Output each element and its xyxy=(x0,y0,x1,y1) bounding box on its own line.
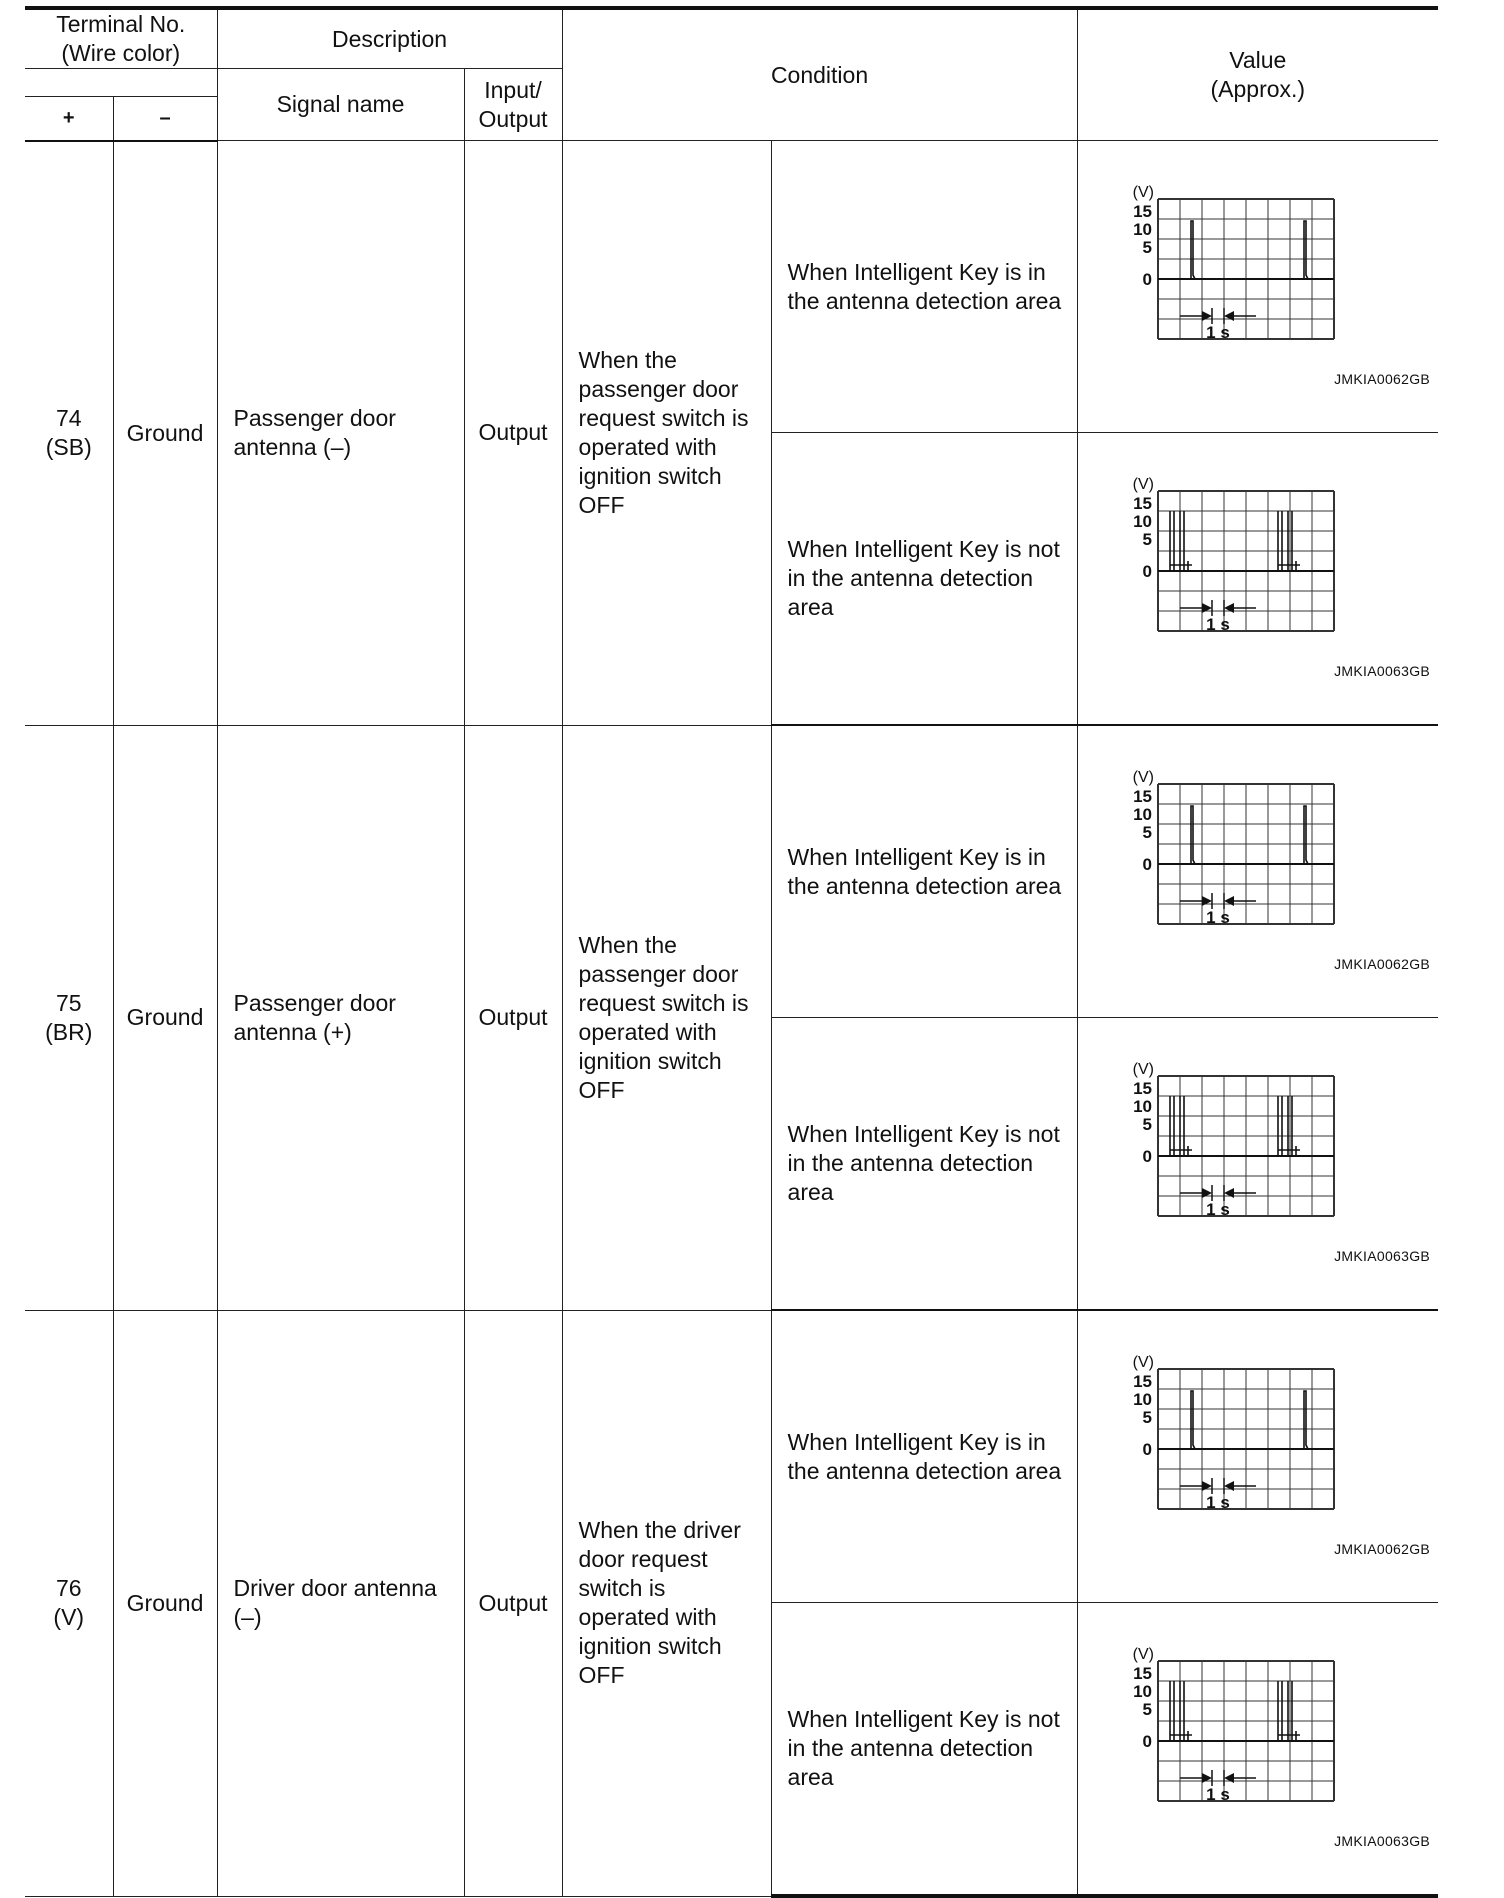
io-cell: Output xyxy=(464,141,562,726)
sub-condition-cell: When Intelligent Key is in the antenna detection area xyxy=(771,141,1077,433)
signal-name-cell: Passenger door antenna (–) xyxy=(217,141,464,726)
y-tick-label: 15 xyxy=(1132,1372,1152,1391)
y-tick-label: 10 xyxy=(1132,805,1152,824)
waveform-chart xyxy=(1118,475,1378,665)
time-scale-label: 1 s xyxy=(1205,1200,1230,1219)
io-cell: Output xyxy=(464,725,562,1310)
time-scale-marker xyxy=(1180,1185,1256,1201)
terminal-spec-table xyxy=(25,6,1438,1898)
io-label-line2: Output xyxy=(478,105,548,132)
time-scale-label: 1 s xyxy=(1205,1493,1230,1512)
y-tick-label: 15 xyxy=(1132,494,1152,513)
value-cell xyxy=(1077,1603,1438,1897)
y-unit-label: (V) xyxy=(1132,476,1154,493)
time-scale-marker xyxy=(1180,308,1256,324)
sub-condition-cell: When Intelligent Key is not in the antenna detection area xyxy=(771,433,1077,726)
y-tick-label: 5 xyxy=(1142,823,1152,842)
terminal-no-label: Terminal No. xyxy=(56,11,186,37)
waveform-chart xyxy=(1118,183,1378,373)
y-tick-label: 0 xyxy=(1142,270,1152,289)
y-unit-label: (V) xyxy=(1132,769,1154,786)
wire-color: (SB) xyxy=(45,434,92,460)
terminal-number: 76 xyxy=(55,1575,82,1601)
figure-code: JMKIA0063GB xyxy=(1334,663,1431,679)
terminal-cell xyxy=(25,725,113,1310)
signal-burst xyxy=(1278,511,1300,571)
value-cell xyxy=(1077,1018,1438,1311)
waveform-figure xyxy=(1078,1603,1439,1894)
condition-cell: When the passenger door request switch is operated with ignition switch OFF xyxy=(562,725,771,1310)
signal-burst xyxy=(1278,1681,1300,1741)
waveform-figure xyxy=(1078,433,1439,724)
sub-condition-cell: When Intelligent Key is in the antenna detection area xyxy=(771,725,1077,1018)
sub-condition-cell: When Intelligent Key is in the antenna detection area xyxy=(771,1310,1077,1603)
sub-condition-cell: When Intelligent Key is not in the antenna detection area xyxy=(771,1603,1077,1897)
y-tick-label: 10 xyxy=(1132,1390,1152,1409)
y-tick-label: 15 xyxy=(1132,1079,1152,1098)
y-unit-label: (V) xyxy=(1132,184,1154,201)
value-cell xyxy=(1077,1310,1438,1603)
y-tick-label: 0 xyxy=(1142,1732,1152,1751)
time-scale-marker xyxy=(1180,600,1256,616)
figure-code: JMKIA0062GB xyxy=(1334,956,1431,972)
signal-pulse xyxy=(1304,806,1308,864)
y-tick-label: 5 xyxy=(1142,1408,1152,1427)
waveform-figure xyxy=(1078,1018,1439,1309)
minus-terminal-cell: Ground xyxy=(113,141,217,726)
signal-burst xyxy=(1170,1681,1192,1741)
signal-pulse xyxy=(1304,1391,1308,1449)
y-tick-label: 15 xyxy=(1132,202,1152,221)
signal-pulse xyxy=(1304,221,1308,279)
io-cell: Output xyxy=(464,1310,562,1896)
time-scale-label: 1 s xyxy=(1205,615,1230,634)
signal-burst xyxy=(1170,1096,1192,1156)
io-label-line1: Input/ xyxy=(484,76,542,103)
terminal-number: 75 xyxy=(55,989,82,1016)
time-scale-label: 1 s xyxy=(1205,908,1230,927)
figure-code: JMKIA0063GB xyxy=(1334,1833,1431,1849)
description-header: Description xyxy=(217,8,562,69)
time-scale-label: 1 s xyxy=(1205,1785,1230,1804)
approx-label: (Approx.) xyxy=(1210,76,1306,102)
condition-cell: When the driver door request switch is operated with ignition switch OFF xyxy=(562,1310,771,1896)
value-header xyxy=(1077,8,1438,141)
signal-name-cell: Passenger door antenna (+) xyxy=(217,725,464,1310)
y-tick-label: 0 xyxy=(1142,855,1152,874)
y-tick-label: 10 xyxy=(1132,220,1152,239)
y-unit-label: (V) xyxy=(1132,1061,1154,1078)
waveform-figure xyxy=(1078,726,1439,1017)
signal-burst xyxy=(1278,1096,1300,1156)
y-tick-label: 10 xyxy=(1132,1682,1152,1701)
y-tick-label: 15 xyxy=(1132,1664,1152,1683)
terminal-header-spacer xyxy=(25,69,217,97)
wire-color-label: (Wire color) xyxy=(61,40,181,66)
condition-cell: When the passenger door request switch is operated with ignition switch OFF xyxy=(562,141,771,726)
y-unit-label: (V) xyxy=(1132,1646,1154,1663)
time-scale-marker xyxy=(1180,1770,1256,1786)
y-tick-label: 5 xyxy=(1142,1115,1152,1134)
figure-code: JMKIA0063GB xyxy=(1334,1248,1431,1264)
value-label: Value xyxy=(1229,47,1287,73)
signal-burst xyxy=(1170,511,1192,571)
terminal-cell xyxy=(25,141,113,726)
terminal-no-header xyxy=(25,8,217,69)
y-tick-label: 0 xyxy=(1142,1440,1152,1459)
table-row xyxy=(25,1310,1438,1603)
sub-condition-cell: When Intelligent Key is not in the antenna detection area xyxy=(771,1018,1077,1311)
table-row xyxy=(25,725,1438,1018)
y-tick-label: 5 xyxy=(1142,1700,1152,1719)
y-tick-label: 0 xyxy=(1142,1147,1152,1166)
y-tick-label: 15 xyxy=(1132,787,1152,806)
waveform-chart xyxy=(1118,1645,1378,1835)
y-tick-label: 5 xyxy=(1142,530,1152,549)
value-cell xyxy=(1077,433,1438,726)
signal-name-cell: Driver door antenna (–) xyxy=(217,1310,464,1896)
condition-header: Condition xyxy=(562,8,1077,141)
terminal-cell xyxy=(25,1310,113,1896)
table-row xyxy=(25,141,1438,433)
y-tick-label: 0 xyxy=(1142,562,1152,581)
waveform-figure xyxy=(1078,1311,1439,1602)
waveform-chart xyxy=(1118,768,1378,958)
wire-color: (V) xyxy=(53,1604,85,1630)
io-header xyxy=(464,69,562,141)
plus-header: + xyxy=(25,97,113,141)
time-scale-marker xyxy=(1180,893,1256,909)
signal-pulse xyxy=(1191,1391,1195,1449)
time-scale-marker xyxy=(1180,1478,1256,1494)
figure-code: JMKIA0062GB xyxy=(1334,1541,1431,1557)
terminal-number: 74 xyxy=(55,405,82,431)
signal-pulse xyxy=(1191,221,1195,279)
y-unit-label: (V) xyxy=(1132,1354,1154,1371)
signal-pulse xyxy=(1191,806,1195,864)
wire-color: (BR) xyxy=(45,1018,93,1045)
signal-name-header: Signal name xyxy=(217,69,464,141)
value-cell xyxy=(1077,725,1438,1018)
figure-code: JMKIA0062GB xyxy=(1334,371,1431,387)
waveform-chart xyxy=(1118,1060,1378,1250)
minus-terminal-cell: Ground xyxy=(113,725,217,1310)
value-cell xyxy=(1077,141,1438,433)
waveform-chart xyxy=(1118,1353,1378,1543)
y-tick-label: 10 xyxy=(1132,512,1152,531)
time-scale-label: 1 s xyxy=(1205,323,1230,342)
minus-terminal-cell: Ground xyxy=(113,1310,217,1896)
minus-header: – xyxy=(113,97,217,141)
y-tick-label: 10 xyxy=(1132,1097,1152,1116)
waveform-figure xyxy=(1078,141,1439,432)
y-tick-label: 5 xyxy=(1142,238,1152,257)
